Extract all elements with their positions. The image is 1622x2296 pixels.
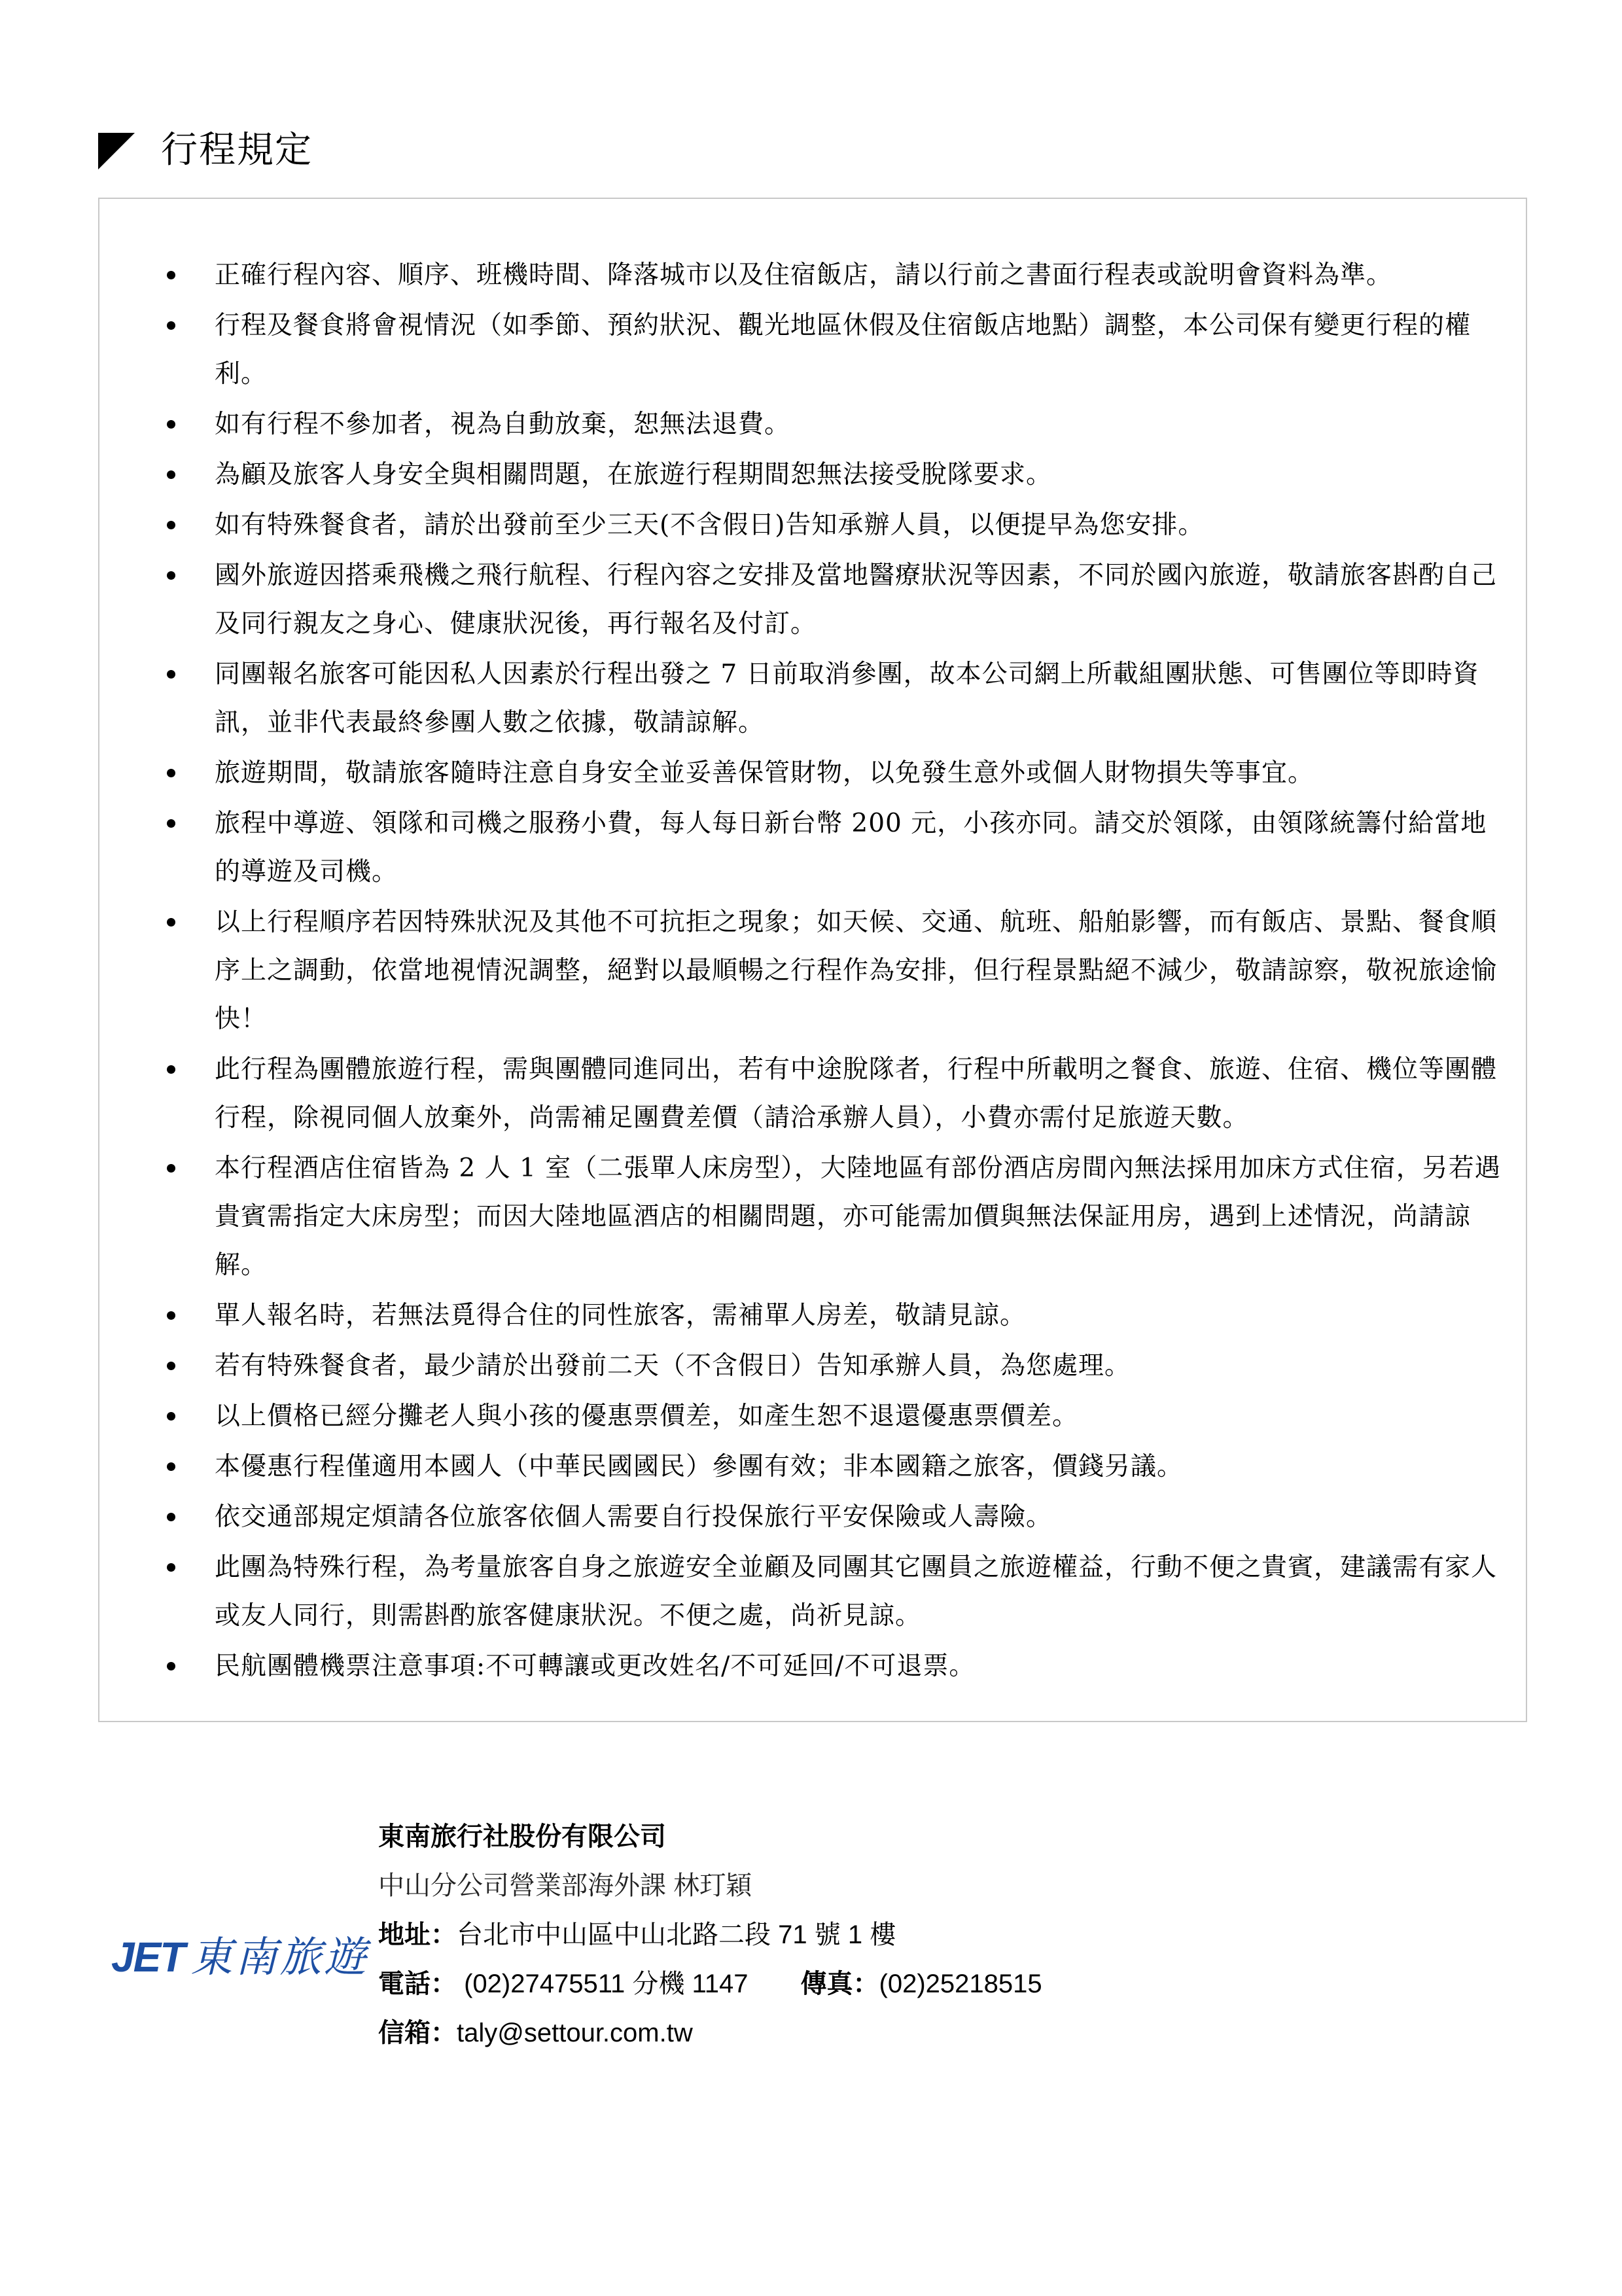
branch-contact: 中山分公司營業部海外課 林玎穎: [378, 1871, 752, 1900]
phone-label: 電話：: [378, 1969, 457, 1998]
rule-item: [99, 800, 1526, 896]
rule-text: 以上行程順序若因特殊狀況及其他不可抗拒之現象；如天候、交通、航班、船舶影響，而有飯店、景點、餐食順序上之調動，依當地視情況調整，絕對以最順暢之行程作為安排，但行程景點絕不減少，敬請諒察，敬祝旅途愉快！: [215, 908, 1498, 1034]
rule-text: 民航團體機票注意事項:不可轉讓或更改姓名/不可延回/不可退票。: [215, 1651, 976, 1681]
rule-item: [99, 898, 1526, 1044]
bullet-icon: [167, 1065, 175, 1074]
address-value: 台北市中山區中山北路二段 71 號 1 樓: [457, 1920, 896, 1949]
rule-text: 旅程中導遊、領隊和司機之服務小費，每人每日新台幣 200 元，小孩亦同。請交於領隊，由領隊統籌付給當地的導遊及司機。: [215, 809, 1487, 887]
rule-text: 本行程酒店住宿皆為 2 人 1 室（二張單人床房型），大陸地區有部份酒店房間內無法採用加床方式住宿，另若遇貴賓需指定大床房型；而因大陸地區酒店的相關問題，亦可能需加價與無法保証用房，遇到上述情況，尚請諒解。: [215, 1154, 1501, 1280]
company-logo: [111, 1924, 368, 1984]
rule-item: [99, 1642, 1526, 1691]
rule-text: 此團為特殊行程，為考量旅客自身之旅遊安全並顧及同團其它團員之旅遊權益，行動不便之貴賓，建議需有家人或友人同行，則需斟酌旅客健康狀況。不便之處，尚祈見諒。: [215, 1553, 1498, 1631]
rule-text: 此行程為團體旅遊行程，需與團體同進同出，若有中途脫隊者，行程中所載明之餐食、旅遊、住宿、機位等團體行程，除視同個人放棄外，尚需補足團費差價（請洽承辦人員），小費亦需付足旅遊天數。: [215, 1055, 1498, 1133]
bullet-icon: [167, 1462, 175, 1471]
email-line: [378, 2009, 1042, 2058]
rule-item: [99, 1342, 1526, 1390]
rule-item: [99, 1544, 1526, 1640]
triangle-marker-icon: [98, 133, 135, 169]
rule-item: [99, 1493, 1526, 1542]
address-line: [378, 1911, 1042, 1960]
rule-text: 以上價格已經分攤老人與小孩的優惠票價差，如產生恕不退還優惠票價差。: [215, 1402, 1079, 1431]
rule-text: 旅遊期間，敬請旅客隨時注意自身安全並妥善保管財物，以免發生意外或個人財物損失等事宜。: [215, 758, 1314, 788]
rule-item: [99, 501, 1526, 550]
bullet-icon: [167, 819, 175, 828]
rule-text: 依交通部規定煩請各位旅客依個人需要自行投保旅行平安保險或人壽險。: [215, 1502, 1053, 1532]
rule-text: 同團報名旅客可能因私人因素於行程出發之 7 日前取消參團，故本公司網上所載組團狀態、可售團位等即時資訊，並非代表最終參團人數之依據，敬請諒解。: [215, 660, 1479, 737]
rule-item: [99, 749, 1526, 798]
email-value[interactable]: taly@settour.com.tw: [457, 2019, 693, 2047]
bullet-icon: [167, 470, 175, 479]
email-label: 信箱：: [378, 2019, 457, 2047]
rule-item: [99, 650, 1526, 747]
bullet-icon: [167, 1563, 175, 1572]
section-title: 行程規定: [161, 129, 313, 171]
bullet-icon: [167, 1662, 175, 1670]
rule-item: [99, 302, 1526, 398]
bullet-icon: [167, 321, 175, 330]
bullet-icon: [167, 1513, 175, 1521]
fax-value: (02)25218515: [879, 1969, 1042, 1998]
rule-item: [99, 1443, 1526, 1491]
bullet-icon: [167, 918, 175, 927]
rule-text: 單人報名時，若無法覓得合住的同性旅客，需補單人房差，敬請見諒。: [215, 1301, 1027, 1330]
section-header: [98, 124, 313, 177]
rule-item: [99, 251, 1526, 300]
logo-text: 東南旅遊: [190, 1934, 369, 1982]
rule-item: [99, 1046, 1526, 1142]
rule-text: 本優惠行程僅適用本國人（中華民國國民）參團有效；非本國籍之旅客，價錢另議。: [215, 1452, 1184, 1481]
rule-item: [99, 400, 1526, 449]
bullet-icon: [167, 1362, 175, 1370]
rule-item: [99, 552, 1526, 648]
bullet-icon: [167, 769, 175, 777]
footer: [111, 1812, 1224, 2074]
rule-item: [99, 1144, 1526, 1290]
bullet-icon: [167, 670, 175, 679]
bullet-icon: [167, 271, 175, 279]
rule-item: [99, 1292, 1526, 1340]
bullet-icon: [167, 571, 175, 580]
bullet-icon: [167, 1311, 175, 1320]
rule-item: [99, 1392, 1526, 1441]
rule-text: 正確行程內容、順序、班機時間、降落城市以及住宿飯店，請以行前之書面行程表或說明會資料為準。: [215, 260, 1393, 290]
rules-box: [98, 198, 1527, 1722]
logo-mark: JET: [111, 1934, 185, 1981]
phone-value: (02)27475511 分機 1147: [457, 1969, 749, 1998]
fax-label: 傳真：: [800, 1969, 879, 1998]
company-name: 東南旅行社股份有限公司: [378, 1822, 666, 1851]
rule-text: 為顧及旅客人身安全與相關問題，在旅遊行程期間恕無法接受脫隊要求。: [215, 460, 1053, 489]
bullet-icon: [167, 521, 175, 529]
rule-text: 國外旅遊因搭乘飛機之飛行航程、行程內容之安排及當地醫療狀況等因素，不同於國內旅遊，敬請旅客斟酌自己及同行親友之身心、健康狀況後，再行報名及付訂。: [215, 561, 1498, 639]
rule-text: 如有特殊餐食者，請於出發前至少三天(不含假日)告知承辦人員，以便提早為您安排。: [215, 510, 1205, 540]
contact-info: [378, 1812, 1042, 2058]
rules-list: [99, 251, 1526, 1693]
bullet-icon: [167, 420, 175, 429]
phone-line: [378, 1960, 1042, 2009]
rule-item: [99, 451, 1526, 499]
bullet-icon: [167, 1412, 175, 1421]
rule-text: 若有特殊餐食者，最少請於出發前二天（不含假日）告知承辦人員，為您處理。: [215, 1351, 1131, 1381]
rule-text: 如有行程不參加者，視為自動放棄，恕無法退費。: [215, 410, 791, 439]
address-label: 地址：: [378, 1920, 457, 1949]
rule-text: 行程及餐食將會視情況（如季節、預約狀況、觀光地區休假及住宿飯店地點）調整，本公司保有變更行程的權利。: [215, 311, 1472, 389]
bullet-icon: [167, 1164, 175, 1173]
